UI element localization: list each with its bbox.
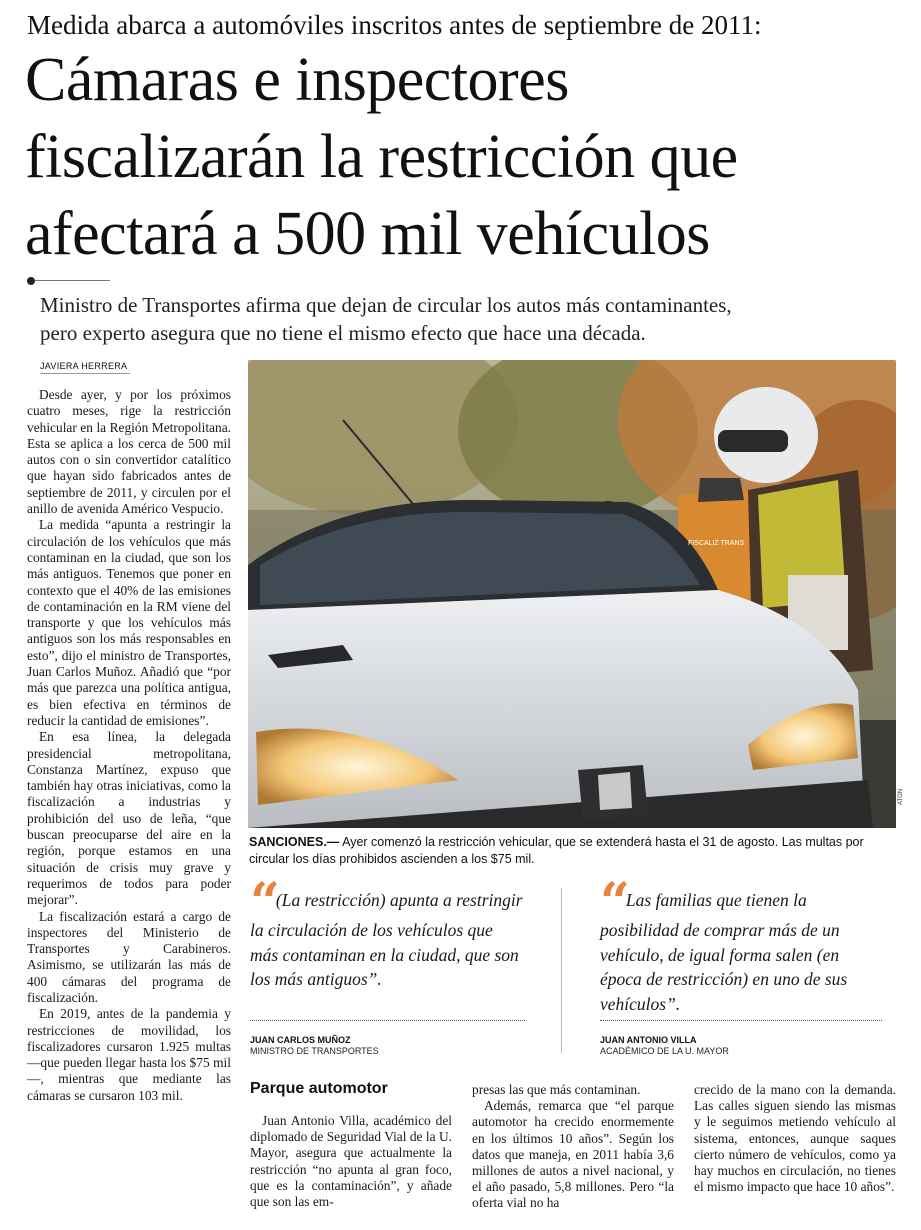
photo-illustration: [248, 360, 896, 828]
news-photo: [248, 360, 896, 828]
byline-rule: [40, 373, 130, 374]
quote-text: (La restricción) apunta a restringir la circulación de los vehículos que más contaminan en la ciudad, que son los más antiguos”.: [250, 890, 523, 989]
kicker: Medida abarca a automóviles inscritos antes de septiembre de 2011:: [27, 10, 762, 40]
body-column-bottom-1: [250, 1113, 452, 1210]
quote-author-role: MINISTRO DE TRANSPORTES: [250, 1046, 379, 1056]
subhead: Parque automotor: [250, 1080, 388, 1097]
caption-text: Ayer comenzó la restricción vehicular, que se extenderá hasta el 31 de agosto. Las multas por circular los días prohibidos ascienden a los $75 mil.: [249, 835, 864, 866]
paragraph: En 2019, antes de la pandemia y restricciones de movilidad, los fiscalizadores cursaron 1.925 multas —que pueden llegar hasta los $75 mil—, mientras que mediante las cámaras se cursaron 103 mil.: [27, 1006, 231, 1103]
quote-text: Las familias que tienen la posibilidad de comprar más de un vehículo, de igual forma salen (en época de restricción) en uno de sus vehículos”.: [600, 890, 848, 1014]
headline-line-1: Cámaras e inspectores: [25, 46, 569, 114]
quote-mark-icon: “: [600, 872, 622, 933]
quote-rule: [250, 1020, 525, 1021]
headline: [25, 42, 905, 273]
pull-quote-2: [600, 872, 882, 1016]
quote-mark-icon: “: [250, 872, 272, 933]
divider-dot: [27, 277, 35, 285]
headline-line-3: afectará a 500 mil vehículos: [25, 200, 710, 268]
quote-author-role: ACADÉMICO DE LA U. MAYOR: [600, 1046, 729, 1056]
photo-credit: ATON: [898, 788, 904, 805]
paragraph: La fiscalización estará a cargo de inspectores del Ministerio de Transportes y Carabineros. Asimismo, se utilizarán las más de 400 cámaras del programa de fiscalización.: [27, 908, 231, 1005]
headline-line-2: fiscalizarán la restricción que: [25, 123, 738, 191]
paragraph: Desde ayer, y por los próximos cuatro meses, rige la restricción vehicular en la Región Metropolitana. Esta se aplica a los cerca de 500 mil autos con o sin convertidor catalítico que hayan sido fabricados antes de septiembre de 2011, y circulen por el anillo de avenida Américo Vespucio.: [27, 387, 231, 517]
paragraph: crecido de la mano con la demanda. Las calles siguen siendo las mismas y le seguimos metiendo vehículo al sistema, entonces, aunque saques cierto número de vehículos, como ya hay muchos en circulación, no tienes el mismo impacto que hace 10 años”.: [694, 1082, 896, 1195]
vest-text: FISCALIZ TRANS: [688, 540, 745, 547]
paragraph: Juan Antonio Villa, académico del diplomado de Seguridad Vial de la U. Mayor, asegura que actualmente la restricción “no apunta al gran foco, que es la contaminación”, y añade que son las em-: [250, 1113, 452, 1210]
divider-line: [35, 280, 110, 281]
body-column-bottom-3: [694, 1082, 896, 1195]
body-column-bottom-2: [472, 1082, 674, 1212]
caption-label: SANCIONES.—: [249, 835, 340, 849]
quote-separator: [561, 888, 562, 1053]
deck: [40, 291, 910, 347]
deck-line-2: pero experto asegura que no tiene el mismo efecto que hace una década.: [40, 321, 646, 345]
paragraph: La medida “apunta a restringir la circulación de los vehículos que más contaminan en la ciudad, que son los más antiguos. Tenemos que poner en contexto que el 40% de las emisiones de contaminación en la RM viene del transporte y que los vehículos más antiguos son los más responsables en esto”, dijo el ministro de Transportes, Juan Carlos Muñoz. Añadió que “por más que parezca una política antigua, es bien efectiva en términos de reducir la cantidad de emisiones”.: [27, 517, 231, 728]
byline: JAVIERA HERRERA: [40, 361, 128, 371]
photo-caption: [249, 834, 899, 868]
paragraph: presas las que más contaminan.: [472, 1082, 641, 1097]
paragraph: En esa línea, la delegada presidencial metropolitana, Constanza Martínez, expuso que también hay otras iniciativas, como la fiscalización a industrias y prohibición del uso de leña, “que buscan preocuparse del aire en la región, porque estamos en una situación de crisis muy grave y requerimos de todos para poder mejorar”.: [27, 729, 231, 908]
quote-author-name: JUAN ANTONIO VILLA: [600, 1035, 697, 1045]
paragraph: Además, remarca que “el parque automotor ha crecido enormemente en los últimos 10 años”. Según los datos que maneja, en 2011 había 3,6 millones de autos a nivel nacional, y el año pasado, 5,8 millones. Pero “la oferta vial no ha: [472, 1098, 674, 1211]
body-column-left: [27, 387, 231, 1104]
pull-quote-1: [250, 872, 525, 992]
deck-line-1: Ministro de Transportes afirma que dejan de circular los autos más contaminantes,: [40, 293, 732, 317]
quote-author-name: JUAN CARLOS MUÑOZ: [250, 1035, 351, 1045]
quote-rule: [600, 1020, 882, 1021]
